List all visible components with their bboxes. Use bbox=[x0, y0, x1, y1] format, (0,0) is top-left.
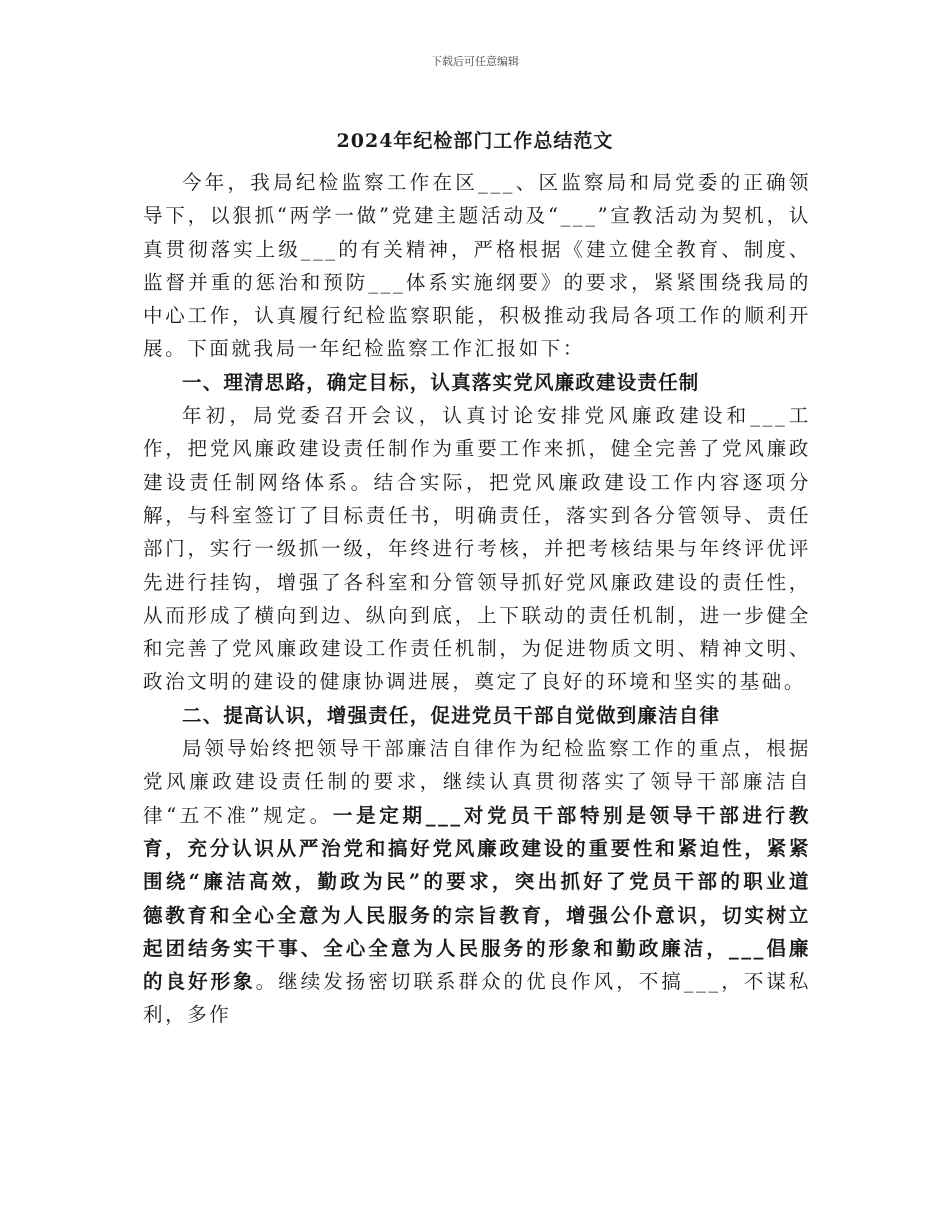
document-body bbox=[143, 166, 811, 1032]
section-2-text-bold: 一是定期___对党员干部特别是领导干部进行教育，充分认识从严治党和搞好党风廉政建设的重要性和紧迫性，紧紧围绕“廉洁高效，勤政为民”的要求，突出抓好了党员干部的职业道德教育和全心全意为人民服务的宗旨教育，增强公仆意识，切实树立起团结务实干事、全心全意为人民服务的形象和勤政廉洁，___倡廉的良好形象 bbox=[143, 803, 811, 994]
section-1-paragraph: 年初，局党委召开会议，认真讨论安排党风廉政建设和___工作，把党风廉政建设责任制作为重要工作来抓，健全完善了党风廉政建设责任制网络体系。结合实际，把党风廉政建设工作内容逐项分解，与科室签订了目标责任书，明确责任，落实到各分管领导、责任部门，实行一级抓一级，年终进行考核，并把考核结果与年终评优评先进行挂钩，增强了各科室和分管领导抓好党风廉政建设的责任性，从而形成了横向到边、纵向到底，上下联动的责任机制，进一步健全和完善了党风廉政建设工作责任机制，为促进物质文明、精神文明、政治文明的建设的健康协调进展，奠定了良好的环境和坚实的基础。 bbox=[143, 404, 811, 694]
section-2-paragraph bbox=[143, 732, 811, 1032]
section-1-heading: 一、理清思路，确定目标，认真落实党风廉政建设责任制 bbox=[182, 370, 700, 394]
section-2-heading: 二、提高认识，增强责任，促进党员干部自觉做到廉洁自律 bbox=[182, 703, 721, 727]
intro-paragraph: 今年，我局纪检监察工作在区___、区监察局和局党委的正确领导下，以狠抓“两学一做”党建主题活动及“___”宣教活动为契机，认真贯彻落实上级___的有关精神，严格根据《建立健全教育、制度、监督并重的惩治和预防___体系实施纲要》的要求，紧紧围绕我局的中心工作，认真履行纪检监察职能，积极推动我局各项工作的顺利开展。下面就我局一年纪检监察工作汇报如下： bbox=[143, 171, 811, 361]
section-2-text-end: 。继续发扬密切联系群众的优良作风，不搞___，不谋私利，多作 bbox=[143, 970, 811, 1027]
section-2-text-start: 局领导始终把领导干部廉洁自律作为纪检监察工作的重点，根据党风廉政建设责任制的要求，继续认真贯彻落实了领导干部廉洁自律“五不准”规定。 bbox=[143, 737, 811, 827]
document-title: 2024年纪检部门工作总结范文 bbox=[336, 130, 614, 152]
header-note: 下载后可任意编辑 bbox=[431, 55, 519, 68]
